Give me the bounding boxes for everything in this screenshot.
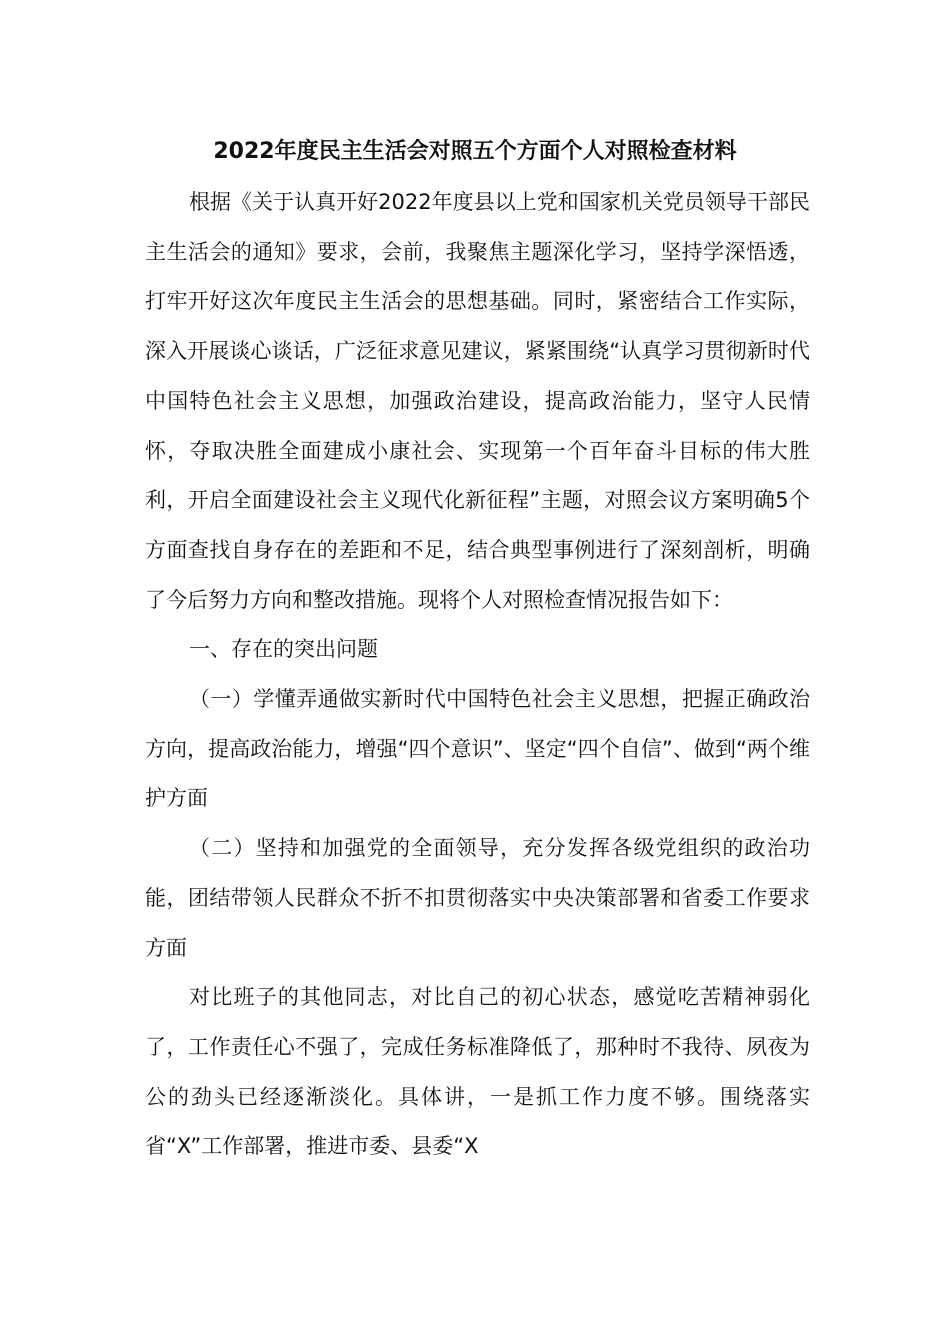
document-title: 2022年度民主生活会对照五个方面个人对照检查材料 xyxy=(213,139,737,164)
section-heading-problems: 一、存在的突出问题 xyxy=(189,637,378,662)
subsection-heading-1: （一）学懂弄通做实新时代中国特色社会主义思想，把握正确政治方向，提高政治能力，增强“四个意识”、坚定“四个自信”、做到“两个维护方面 xyxy=(145,687,810,811)
subsection-heading-2: （二）坚持和加强党的全面领导，充分发挥各级党组织的政治功能，团结带领人民群众不折不扣贯彻落实中央决策部署和省委工作要求方面 xyxy=(145,836,810,960)
paragraph-intro: 根据《关于认真开好2022年度县以上党和国家机关党员领导干部民主生活会的通知》要求，会前，我聚焦主题深化学习，坚持学深悟透，打牢开好这次年度民主生活会的思想基础。同时，紧密结合工作实际，深入开展谈心谈话，广泛征求意见建议，紧紧围绕“认真学习贯彻新时代中国特色社会主义思想，加强政治建设，提高政治能力，坚守人民情怀，夺取决胜全面建成小康社会、实现第一个百年奋斗目标的伟大胜利，开启全面建设社会主义现代化新征程”主题，对照会议方案明确5个方面查找自身存在的差距和不足，结合典型事例进行了深刻剖析，明确了今后努力方向和整改措施。现将个人对照检查情况报告如下： xyxy=(145,190,810,612)
document-body xyxy=(145,178,810,1172)
paragraph-comparison: 对比班子的其他同志，对比自己的初心状态，感觉吃苦精神弱化了，工作责任心不强了，完成任务标准降低了，那种时不我待、夙夜为公的劲头已经逐渐淡化。具体讲，一是抓工作力度不够。围绕落实省“X”工作部署，推进市委、县委“X xyxy=(145,985,810,1159)
